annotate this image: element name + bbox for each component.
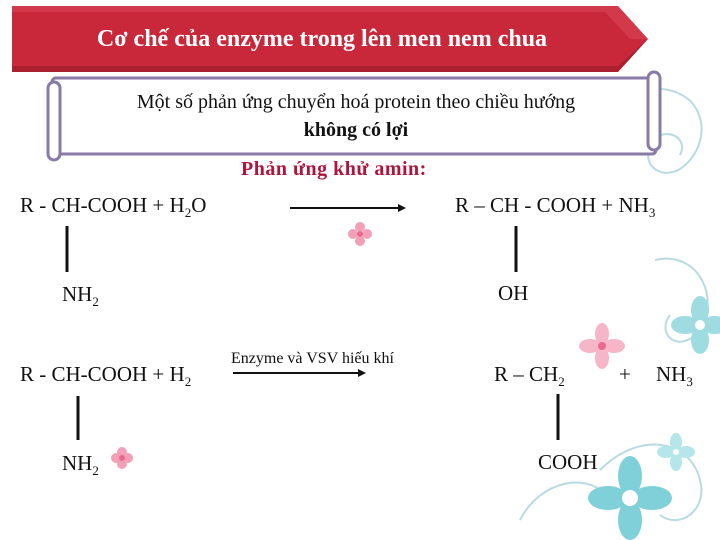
- teal-flower-decoration: [657, 433, 695, 471]
- branch-text: NH: [62, 282, 93, 306]
- subscript: 2: [184, 374, 192, 389]
- teal-flower-decoration: [671, 296, 720, 354]
- subscript: 2: [558, 374, 565, 389]
- reaction2-plus: +: [619, 362, 631, 386]
- pink-flower-decoration: [111, 447, 133, 469]
- subscript: 2: [184, 205, 192, 220]
- page-title: Cơ chế của enzyme trong lên men nem chua: [96, 25, 548, 52]
- arrowhead: [398, 204, 406, 212]
- reaction2-condition: Enzyme và VSV hiếu khí: [231, 350, 394, 367]
- nh3-text: NH: [656, 362, 687, 386]
- reaction1-product-branch: OH: [498, 281, 529, 305]
- reaction1-product-text: R – CH - COOH + NH: [455, 193, 649, 217]
- subscript: 3: [648, 205, 656, 220]
- subtitle-line-2: không có lợi: [303, 119, 409, 141]
- reaction1-reactant-branch: [62, 282, 99, 310]
- subscript: 3: [686, 374, 693, 389]
- branch-text: NH: [62, 451, 93, 475]
- reaction2-nh3: [656, 362, 693, 390]
- reaction1-reactant-tail: O: [191, 193, 207, 217]
- pink-flower-decoration: [348, 222, 372, 246]
- subscript: 2: [92, 463, 99, 478]
- section-heading: Phản ứng khử amin:: [241, 158, 427, 180]
- subtitle-line-1: Một số phản ứng chuyển hoá protein theo chiều hướng: [136, 91, 576, 113]
- subtitle: [68, 88, 644, 144]
- reaction1-reactant: [20, 193, 206, 221]
- arrowhead: [358, 369, 366, 377]
- reaction2-product-text: R – CH: [494, 362, 559, 386]
- reaction2-reactant-branch: [62, 451, 99, 479]
- reaction2-reactant: [20, 362, 191, 390]
- subscript: 2: [92, 294, 99, 309]
- reaction1-reactant-text: R - CH-COOH + H: [20, 193, 185, 217]
- reaction1-product: [455, 193, 655, 221]
- reaction2-reactant-text: R - CH-COOH + H: [20, 362, 185, 386]
- reaction2-product-branch: COOH: [538, 450, 598, 474]
- reaction2-product: [494, 362, 565, 390]
